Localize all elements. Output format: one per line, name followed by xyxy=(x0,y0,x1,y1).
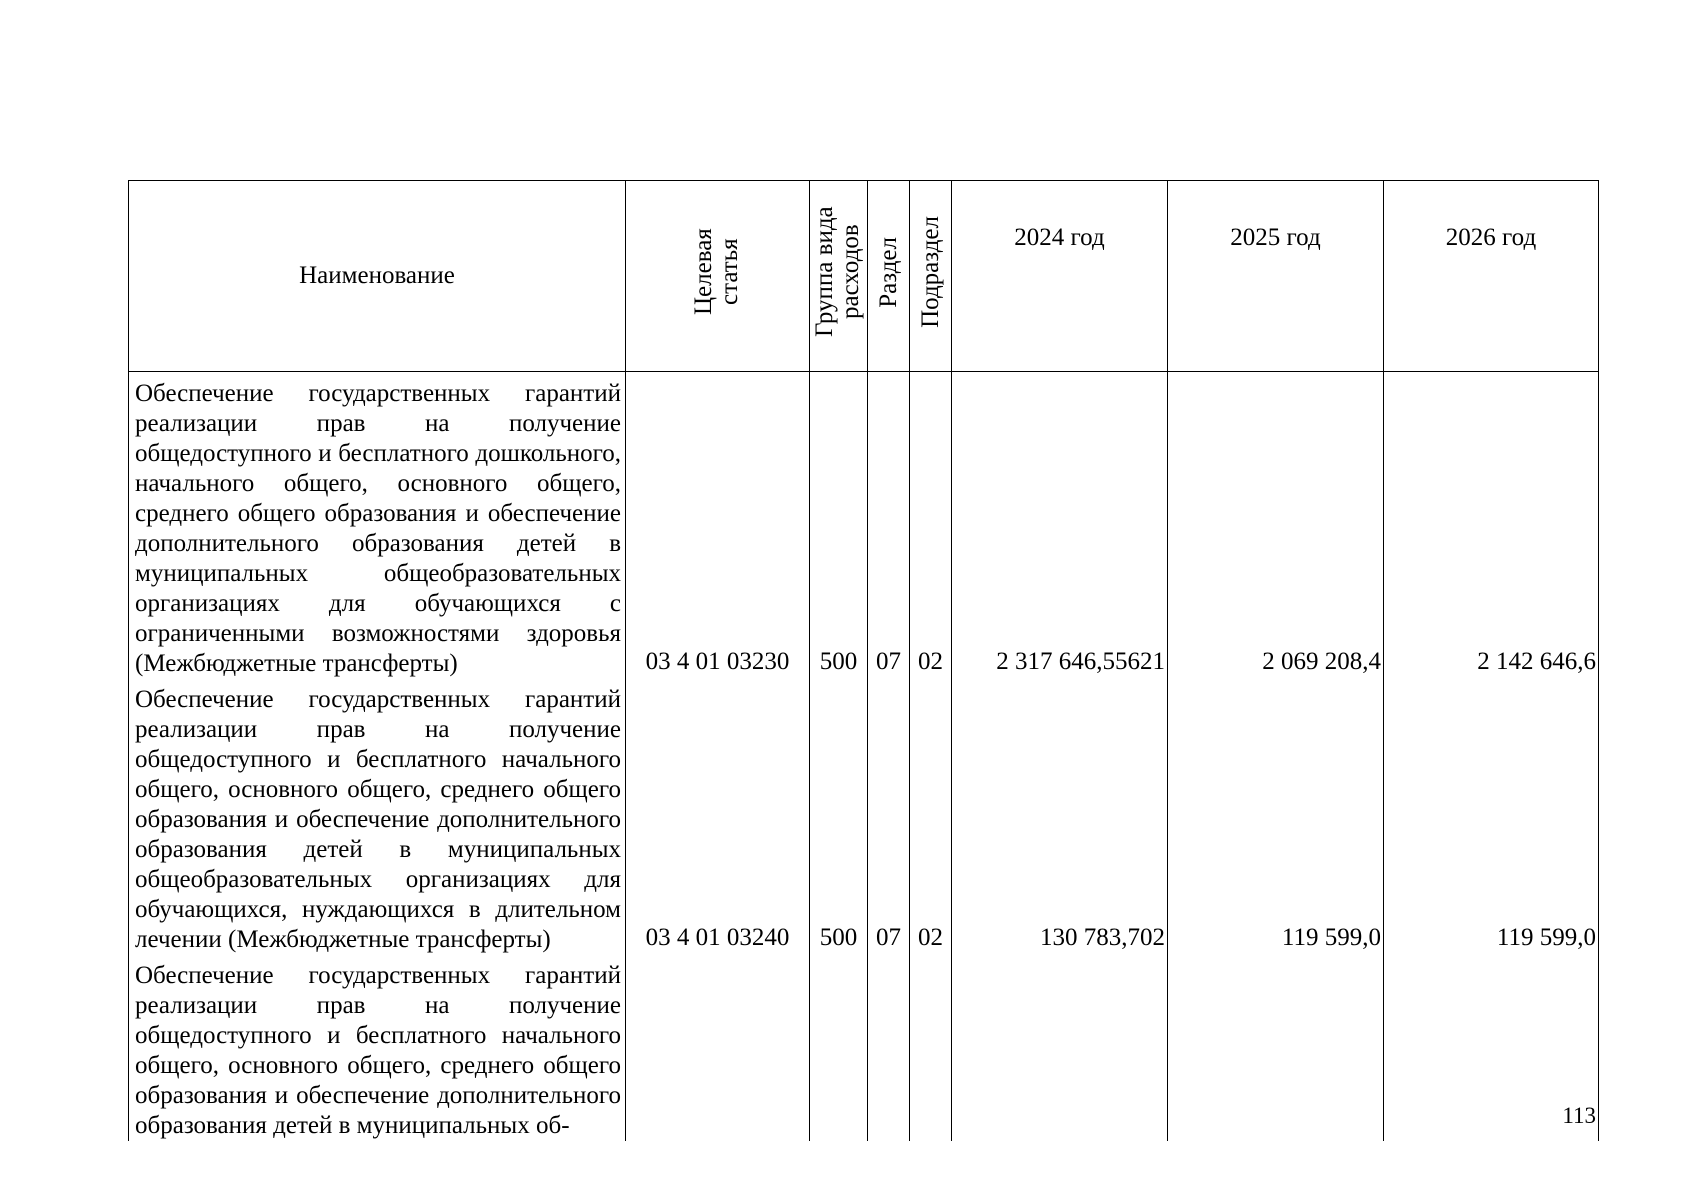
row-3-name xyxy=(129,955,626,1141)
row-2-name-text: Обеспечение государственных гарантий реализации прав на получение общедоступного и бесплатного начального общего, основного общего, среднего общего образования и обеспечение дополнительного образования детей в муниципальных общеобразовательных организациях для обучающихся, нуждающихся в длительном лечении (Межбюджетные трансферты) xyxy=(135,685,621,953)
row-2-name xyxy=(129,679,626,955)
row-1-section: 07 xyxy=(868,372,910,679)
row-2-2026: 119 599,0 xyxy=(1384,679,1599,955)
budget-table xyxy=(128,180,1599,1141)
row-2-target: 03 4 01 03240 xyxy=(626,679,810,955)
header-target-article-label: Целевая статья xyxy=(689,228,743,316)
row-1-subsection: 02 xyxy=(910,372,952,679)
table-header-row xyxy=(129,181,1599,372)
row-1-2025: 2 069 208,4 xyxy=(1168,372,1384,679)
row-3-subsection xyxy=(910,955,952,1141)
header-year-2026: 2026 год xyxy=(1384,181,1599,372)
page-number: 113 xyxy=(1562,1103,1596,1128)
row-1-target: 03 4 01 03230 xyxy=(626,372,810,679)
row-1-2024: 2 317 646,55621 xyxy=(952,372,1168,679)
row-2-subsection: 02 xyxy=(910,679,952,955)
header-subsection-label: Подраздел xyxy=(916,216,944,328)
row-2-2025: 119 599,0 xyxy=(1168,679,1384,955)
row-3-2024 xyxy=(952,955,1168,1141)
table-row xyxy=(129,372,1599,679)
table-row xyxy=(129,679,1599,955)
row-1-2026: 2 142 646,6 xyxy=(1384,372,1599,679)
header-subsection xyxy=(910,181,952,372)
header-expense-group-label: Группа вида расходов xyxy=(810,206,864,338)
row-3-2025 xyxy=(1168,955,1384,1141)
row-1-group: 500 xyxy=(810,372,868,679)
row-3-target xyxy=(626,955,810,1141)
row-3-name-text: Обеспечение государственных гарантий реализации прав на получение общедоступного и бесплатного начального общего, основного общего, среднего общего образования и обеспечение дополнительного образования детей в муниципальных об- xyxy=(135,961,621,1139)
header-section xyxy=(868,181,910,372)
header-target-article xyxy=(626,181,810,372)
header-expense-group xyxy=(810,181,868,372)
header-name: Наименование xyxy=(129,181,626,372)
row-2-group: 500 xyxy=(810,679,868,955)
row-2-2024: 130 783,702 xyxy=(952,679,1168,955)
row-1-name xyxy=(129,372,626,679)
row-3-group xyxy=(810,955,868,1141)
header-year-2025: 2025 год xyxy=(1168,181,1384,372)
header-section-label: Раздел xyxy=(874,236,902,308)
row-1-name-text: Обеспечение государственных гарантий реализации прав на получение общедоступного и бесплатного дошкольного, начального общего, основного общего, среднего общего образования и обеспечение дополнительного образования детей в муниципальных общеобразовательных организациях для обучающихся с ограниченными возможностями здоровья (Межбюджетные трансферты) xyxy=(135,379,621,677)
row-3-section xyxy=(868,955,910,1141)
table-row xyxy=(129,955,1599,1141)
header-year-2024: 2024 год xyxy=(952,181,1168,372)
row-2-section: 07 xyxy=(868,679,910,955)
